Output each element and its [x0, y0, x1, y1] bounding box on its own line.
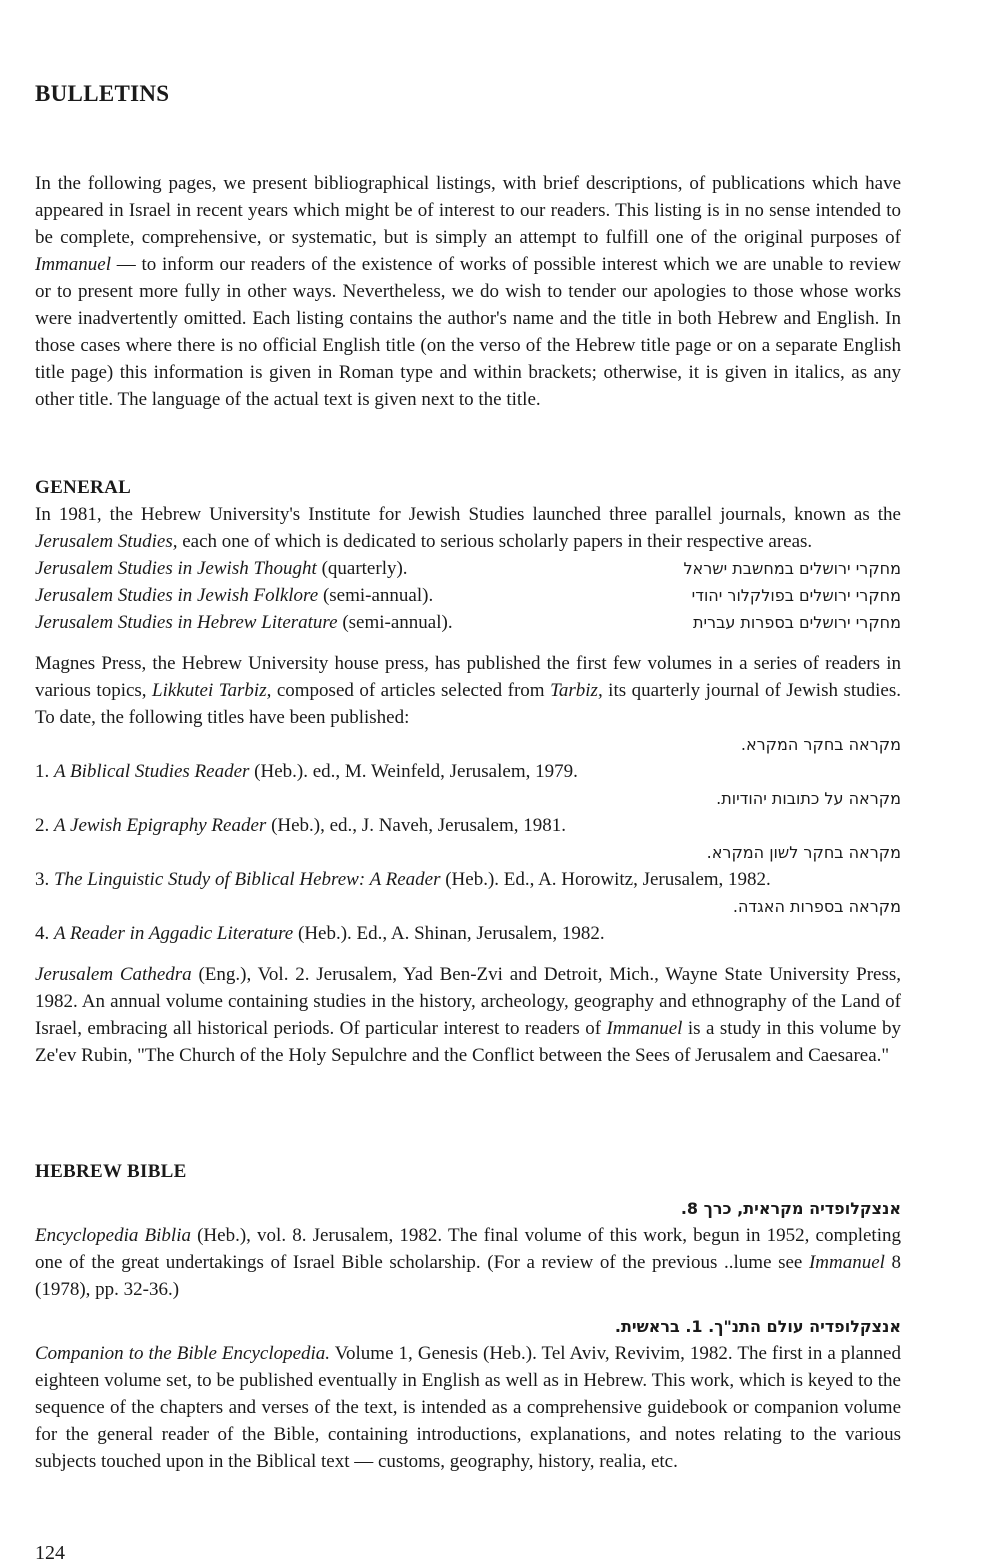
encyclopedia-biblia-entry: Encyclopedia Biblia (Heb.), vol. 8. Jerusalem, 1982. The final volume of this work, begun in 1952, completing one of the great undertakings of Israel Bible scholarship. (For a review of the previous ..lume see Immanuel 8 (1978), pp. 32-36.)	[35, 1225, 901, 1300]
journal-name: Immanuel	[35, 254, 111, 275]
hebrew-title: אנצקלופדיה מקראית, כרך 8.	[680, 1199, 901, 1218]
journal-row: Jerusalem Studies in Hebrew Literature (semi-annual). מחקרי ירושלים בספרות עברית	[35, 609, 901, 636]
hebrew-title: מקראה על כתובות יהודיות.	[716, 789, 901, 808]
list-item: 4. A Reader in Aggadic Literature (Heb.). Ed., A. Shinan, Jerusalem, 1982.	[35, 923, 605, 944]
journal-row: Jerusalem Studies in Jewish Folklore (semi-annual). מחקרי ירושלים בפולקלור יהודי	[35, 582, 901, 609]
magnes-paragraph: Magnes Press, the Hebrew University house press, has published the first few volumes in a series of readers in various topics, Likkutei Tarbiz, composed of articles selected from Tarbiz, its quarterly journal of Jewish studies. To date, the following titles have been published:	[35, 653, 901, 728]
intro-paragraph: In the following pages, we present bibliographical listings, with brief descriptions, of publications which have appeared in Israel in recent years which might be of interest to our readers. This listing is in no sense intended to be complete, comprehensive, or systematic, but is simply an attempt to fulfill one of the original purposes of Immanuel — to inform our readers of the existence of works of possible interest which we are unable to review or to present more fully in other ways. Nevertheless, we do wish to tender our apologies to those whose works were inadvertently omitted. Each listing contains the author's name and the title in both Hebrew and English. In those cases where there is no official English title (on the verso of the Hebrew title page or on a separate English title page) this information is given in Roman type and within brackets; otherwise, it is given in italics, as any other title. The language of the actual text is given next to the title.	[35, 173, 901, 410]
journal-title: Jerusalem Studies in Hebrew Literature	[35, 612, 338, 633]
companion-encyclopedia-entry: Companion to the Bible Encyclopedia. Volume 1, Genesis (Heb.). Tel Aviv, Revivim, 1982. The first in a planned eighteen volume set, to be published eventually in English as well as in Hebrew. This work, which is keyed to the sequence of the chapters and verses of the text, is intended as a comprehensive guidebook or companion volume for the general reader of the Bible, containing introductions, explanations, and notes relating to the various subjects touched upon in the Biblical text — customs, geography, history, realia, etc.	[35, 1343, 901, 1472]
section-heading-hebrew-bible: HEBREW BIBLE	[35, 1161, 187, 1182]
journal-title: Jerusalem Studies in Jewish Thought	[35, 558, 317, 579]
page-title: BULLETINS	[35, 81, 170, 106]
page-number: 124	[35, 1542, 65, 1564]
document-page	[35, 0, 901, 1562]
general-section	[35, 474, 901, 1069]
list-item: 1. A Biblical Studies Reader (Heb.). ed., M. Weinfeld, Jerusalem, 1979.	[35, 761, 578, 782]
hebrew-title: מקראה בחקר המקרא.	[740, 735, 901, 754]
hebrew-title: אנצקלופדיה עולם התנ"ך. 1. בראשית.	[614, 1317, 901, 1336]
hebrew-bible-section	[35, 1158, 901, 1475]
list-item: 2. A Jewish Epigraphy Reader (Heb.), ed., J. Naveh, Jerusalem, 1981.	[35, 815, 567, 836]
hebrew-title: מקראה בספרות האגדה.	[732, 897, 901, 916]
hebrew-title: מקראה בחקר לשון המקרא.	[706, 843, 901, 862]
hebrew-title: מחקרי ירושלים בפולקלור יהודי	[691, 586, 901, 605]
journal-title: Jerusalem Studies in Jewish Folklore	[35, 585, 319, 606]
general-intro-paragraph: In 1981, the Hebrew University's Institute for Jewish Studies launched three parallel journals, known as the Jerusalem Studies, each one of which is dedicated to serious scholarly papers in their respective areas.	[35, 504, 901, 552]
cathedra-paragraph: Jerusalem Cathedra (Eng.), Vol. 2. Jerusalem, Yad Ben-Zvi and Detroit, Mich., Wayne State University Press, 1982. An annual volume containing studies in the history, archeology, geography and ethnography of the Land of Israel, embracing all historical periods. Of particular interest to readers of Immanuel is a study in this volume by Ze'ev Rubin, "The Church of the Holy Sepulchre and the Conflict between the Sees of Jerusalem and Caesarea."	[35, 964, 901, 1066]
list-item: 3. The Linguistic Study of Biblical Hebrew: A Reader (Heb.). Ed., A. Horowitz, Jerusalem, 1982.	[35, 869, 771, 890]
hebrew-title: מחקרי ירושלים במחשבת ישראל	[683, 559, 901, 578]
section-heading-general: GENERAL	[35, 477, 132, 498]
hebrew-title: מחקרי ירושלים בספרות עברית	[692, 613, 901, 632]
journal-row: Jerusalem Studies in Jewish Thought (quarterly). מחקרי ירושלים במחשבת ישראל	[35, 555, 901, 582]
